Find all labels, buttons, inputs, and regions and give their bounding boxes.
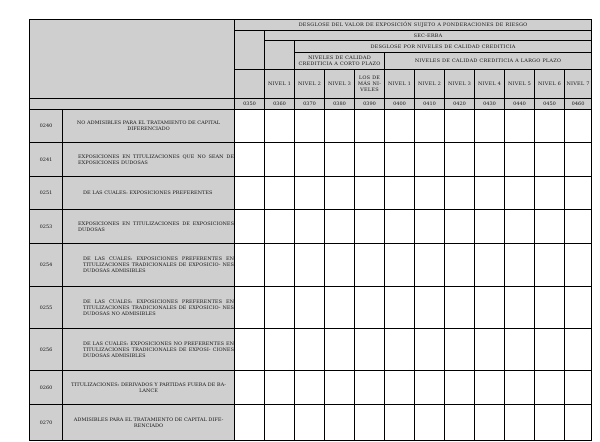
column-code: 0430 bbox=[475, 99, 505, 110]
input-cell[interactable] bbox=[295, 210, 325, 244]
row-code: 0255 bbox=[30, 287, 63, 329]
input-cell[interactable] bbox=[535, 329, 565, 371]
input-cell[interactable] bbox=[565, 287, 592, 329]
header-spacer bbox=[235, 31, 265, 70]
input-cell[interactable] bbox=[445, 143, 475, 177]
column-code: 0460 bbox=[565, 99, 592, 110]
input-cell[interactable] bbox=[415, 371, 445, 405]
long-level-4: NIVEL 4 bbox=[475, 70, 505, 99]
table-row bbox=[30, 110, 592, 143]
input-cell[interactable] bbox=[265, 110, 295, 143]
input-cell[interactable] bbox=[265, 405, 295, 441]
input-cell[interactable] bbox=[235, 244, 265, 287]
row-label: TITULIZACIONES: DERIVADOS Y PARTIDAS FUERA DE BA- LANCE bbox=[63, 371, 235, 405]
header-breakdown: DESGLOSE POR NIVELES DE CALIDAD CREDITICIA bbox=[295, 41, 592, 53]
input-cell[interactable] bbox=[325, 177, 355, 210]
column-code-corner bbox=[30, 99, 235, 110]
input-cell[interactable] bbox=[565, 143, 592, 177]
short-level-2: NIVEL 2 bbox=[295, 70, 325, 99]
input-cell[interactable] bbox=[385, 177, 415, 210]
input-cell[interactable] bbox=[415, 110, 445, 143]
input-cell[interactable] bbox=[355, 371, 385, 405]
input-cell[interactable] bbox=[565, 110, 592, 143]
row-code: 0253 bbox=[30, 210, 63, 244]
column-code: 0390 bbox=[355, 99, 385, 110]
input-cell[interactable] bbox=[535, 177, 565, 210]
input-cell[interactable] bbox=[385, 329, 415, 371]
input-cell[interactable] bbox=[355, 110, 385, 143]
input-cell[interactable] bbox=[475, 177, 505, 210]
input-cell[interactable] bbox=[235, 210, 265, 244]
input-cell[interactable] bbox=[355, 177, 385, 210]
table-row bbox=[30, 177, 592, 210]
input-cell[interactable] bbox=[445, 405, 475, 441]
input-cell[interactable] bbox=[445, 177, 475, 210]
table-row bbox=[30, 287, 592, 329]
input-cell[interactable] bbox=[355, 287, 385, 329]
input-cell[interactable] bbox=[475, 110, 505, 143]
header-spacer-2 bbox=[265, 41, 295, 70]
input-cell[interactable] bbox=[385, 110, 415, 143]
input-cell[interactable] bbox=[505, 244, 535, 287]
input-cell[interactable] bbox=[565, 177, 592, 210]
input-cell[interactable] bbox=[385, 143, 415, 177]
input-cell[interactable] bbox=[415, 287, 445, 329]
input-cell[interactable] bbox=[325, 329, 355, 371]
input-cell[interactable] bbox=[235, 287, 265, 329]
row-label: DE LAS CUALES: EXPOSICIONES NO PREFERENTES EN TITULIZACIONES TRADICIONALES DE EXPOSI- CIONES DUDOSAS ADMISIBLES bbox=[63, 329, 235, 371]
input-cell[interactable] bbox=[565, 210, 592, 244]
input-cell[interactable] bbox=[265, 329, 295, 371]
input-cell[interactable] bbox=[325, 244, 355, 287]
input-cell[interactable] bbox=[445, 287, 475, 329]
input-cell[interactable] bbox=[295, 244, 325, 287]
input-cell[interactable] bbox=[355, 405, 385, 441]
column-code: 0380 bbox=[325, 99, 355, 110]
exposure-breakdown-table bbox=[29, 19, 592, 441]
row-label: EXPOSICIONES EN TITULIZACIONES QUE NO SEAN DE EXPOSICIONES DUDOSAS bbox=[63, 143, 235, 177]
column-code: 0440 bbox=[505, 99, 535, 110]
input-cell[interactable] bbox=[385, 287, 415, 329]
input-cell[interactable] bbox=[415, 329, 445, 371]
long-level-6: NIVEL 6 bbox=[535, 70, 565, 99]
input-cell[interactable] bbox=[505, 287, 535, 329]
input-cell[interactable] bbox=[265, 287, 295, 329]
column-code: 0420 bbox=[445, 99, 475, 110]
long-level-1: NIVEL 1 bbox=[385, 70, 415, 99]
header-short-term: NIVELES DE CALIDAD CREDITICIA A CORTO PLAZO bbox=[295, 53, 385, 70]
input-cell[interactable] bbox=[415, 143, 445, 177]
input-cell[interactable] bbox=[505, 371, 535, 405]
column-code: 0410 bbox=[415, 99, 445, 110]
input-cell[interactable] bbox=[535, 110, 565, 143]
input-cell[interactable] bbox=[385, 371, 415, 405]
column-code: 0370 bbox=[295, 99, 325, 110]
header-long-term: NIVELES DE CALIDAD CREDITICIA A LARGO PLAZO bbox=[385, 53, 592, 70]
long-level-2: NIVEL 2 bbox=[415, 70, 445, 99]
table-row bbox=[30, 143, 592, 177]
input-cell[interactable] bbox=[535, 210, 565, 244]
column-code: 0350 bbox=[235, 99, 265, 110]
input-cell[interactable] bbox=[235, 177, 265, 210]
input-cell[interactable] bbox=[325, 143, 355, 177]
row-code: 0251 bbox=[30, 177, 63, 210]
input-cell[interactable] bbox=[475, 405, 505, 441]
input-cell[interactable] bbox=[565, 329, 592, 371]
input-cell[interactable] bbox=[475, 143, 505, 177]
input-cell[interactable] bbox=[565, 244, 592, 287]
input-cell[interactable] bbox=[535, 143, 565, 177]
input-cell[interactable] bbox=[445, 210, 475, 244]
row-code: 0240 bbox=[30, 110, 63, 143]
row-code: 0241 bbox=[30, 143, 63, 177]
input-cell[interactable] bbox=[445, 244, 475, 287]
input-cell[interactable] bbox=[325, 287, 355, 329]
input-cell[interactable] bbox=[505, 405, 535, 441]
short-level-3: NIVEL 3 bbox=[325, 70, 355, 99]
row-label: ADMISIBLES PARA EL TRATAMIENTO DE CAPITAL DIFE- RENCIADO bbox=[63, 405, 235, 441]
input-cell[interactable] bbox=[265, 371, 295, 405]
input-cell[interactable] bbox=[475, 210, 505, 244]
input-cell[interactable] bbox=[355, 210, 385, 244]
input-cell[interactable] bbox=[295, 177, 325, 210]
input-cell[interactable] bbox=[235, 143, 265, 177]
column-code: 0450 bbox=[535, 99, 565, 110]
column-code: 0400 bbox=[385, 99, 415, 110]
input-cell[interactable] bbox=[475, 287, 505, 329]
long-level-3: NIVEL 3 bbox=[445, 70, 475, 99]
input-cell[interactable] bbox=[265, 177, 295, 210]
input-cell[interactable] bbox=[505, 110, 535, 143]
input-cell[interactable] bbox=[355, 329, 385, 371]
input-cell[interactable] bbox=[325, 405, 355, 441]
input-cell[interactable] bbox=[445, 329, 475, 371]
input-cell[interactable] bbox=[415, 210, 445, 244]
input-cell[interactable] bbox=[475, 244, 505, 287]
row-label: DE LAS CUALES: EXPOSICIONES PREFERENTES EN TITULIZACIONES TRADICIONALES DE EXPOSICIO- NES DUDOSAS NO ADMISIBLES bbox=[63, 287, 235, 329]
input-cell[interactable] bbox=[295, 110, 325, 143]
input-cell[interactable] bbox=[445, 371, 475, 405]
input-cell[interactable] bbox=[325, 110, 355, 143]
input-cell[interactable] bbox=[535, 371, 565, 405]
header-main: DESGLOSE DEL VALOR DE EXPOSICIÓN SUJETO A PONDERACIONES DE RIESGO bbox=[235, 20, 592, 31]
input-cell[interactable] bbox=[355, 143, 385, 177]
short-level-more: LOS DE MÁS NI- VELES bbox=[355, 70, 385, 99]
input-cell[interactable] bbox=[295, 371, 325, 405]
table-row bbox=[30, 371, 592, 405]
long-level-7: NIVEL 7 bbox=[565, 70, 592, 99]
input-cell[interactable] bbox=[505, 143, 535, 177]
input-cell[interactable] bbox=[505, 210, 535, 244]
input-cell[interactable] bbox=[295, 143, 325, 177]
input-cell[interactable] bbox=[355, 244, 385, 287]
row-code: 0270 bbox=[30, 405, 63, 441]
input-cell[interactable] bbox=[235, 329, 265, 371]
input-cell[interactable] bbox=[565, 371, 592, 405]
input-cell[interactable] bbox=[265, 143, 295, 177]
input-cell[interactable] bbox=[385, 405, 415, 441]
row-code: 0256 bbox=[30, 329, 63, 371]
input-cell[interactable] bbox=[505, 177, 535, 210]
table-row bbox=[30, 244, 592, 287]
row-label: DE LAS CUALES: EXPOSICIONES PREFERENTES bbox=[63, 177, 235, 210]
input-cell[interactable] bbox=[535, 405, 565, 441]
long-level-5: NIVEL 5 bbox=[505, 70, 535, 99]
row-label: NO ADMISIBLES PARA EL TRATAMIENTO DE CAPITAL DIFERENCIADO bbox=[63, 110, 235, 143]
input-cell[interactable] bbox=[385, 244, 415, 287]
row-code: 0254 bbox=[30, 244, 63, 287]
input-cell[interactable] bbox=[505, 329, 535, 371]
short-level-1: NIVEL 1 bbox=[265, 70, 295, 99]
input-cell[interactable] bbox=[235, 405, 265, 441]
input-cell[interactable] bbox=[565, 405, 592, 441]
input-cell[interactable] bbox=[295, 405, 325, 441]
input-cell[interactable] bbox=[475, 371, 505, 405]
input-cell[interactable] bbox=[415, 244, 445, 287]
table-row bbox=[30, 405, 592, 441]
input-cell[interactable] bbox=[535, 287, 565, 329]
header-corner bbox=[30, 20, 235, 99]
level-spacer bbox=[235, 70, 265, 99]
input-cell[interactable] bbox=[325, 210, 355, 244]
input-cell[interactable] bbox=[265, 210, 295, 244]
input-cell[interactable] bbox=[295, 287, 325, 329]
input-cell[interactable] bbox=[535, 244, 565, 287]
input-cell[interactable] bbox=[295, 329, 325, 371]
row-label: EXPOSICIONES EN TITULIZACIONES DE EXPOSICIONES DUDOSAS bbox=[63, 210, 235, 244]
input-cell[interactable] bbox=[235, 110, 265, 143]
row-code: 0260 bbox=[30, 371, 63, 405]
input-cell[interactable] bbox=[475, 329, 505, 371]
input-cell[interactable] bbox=[415, 177, 445, 210]
header-sec-erba: SEC-ERBA bbox=[265, 31, 592, 41]
column-code: 0360 bbox=[265, 99, 295, 110]
input-cell[interactable] bbox=[325, 371, 355, 405]
input-cell[interactable] bbox=[265, 244, 295, 287]
input-cell[interactable] bbox=[415, 405, 445, 441]
row-label: DE LAS CUALES: EXPOSICIONES PREFERENTES EN TITULIZACIONES TRADICIONALES DE EXPOSICIO- NES DUDOSAS ADMISIBLES bbox=[63, 244, 235, 287]
input-cell[interactable] bbox=[385, 210, 415, 244]
input-cell[interactable] bbox=[445, 110, 475, 143]
table-row bbox=[30, 329, 592, 371]
input-cell[interactable] bbox=[235, 371, 265, 405]
column-code-row bbox=[30, 99, 592, 110]
table-row bbox=[30, 210, 592, 244]
